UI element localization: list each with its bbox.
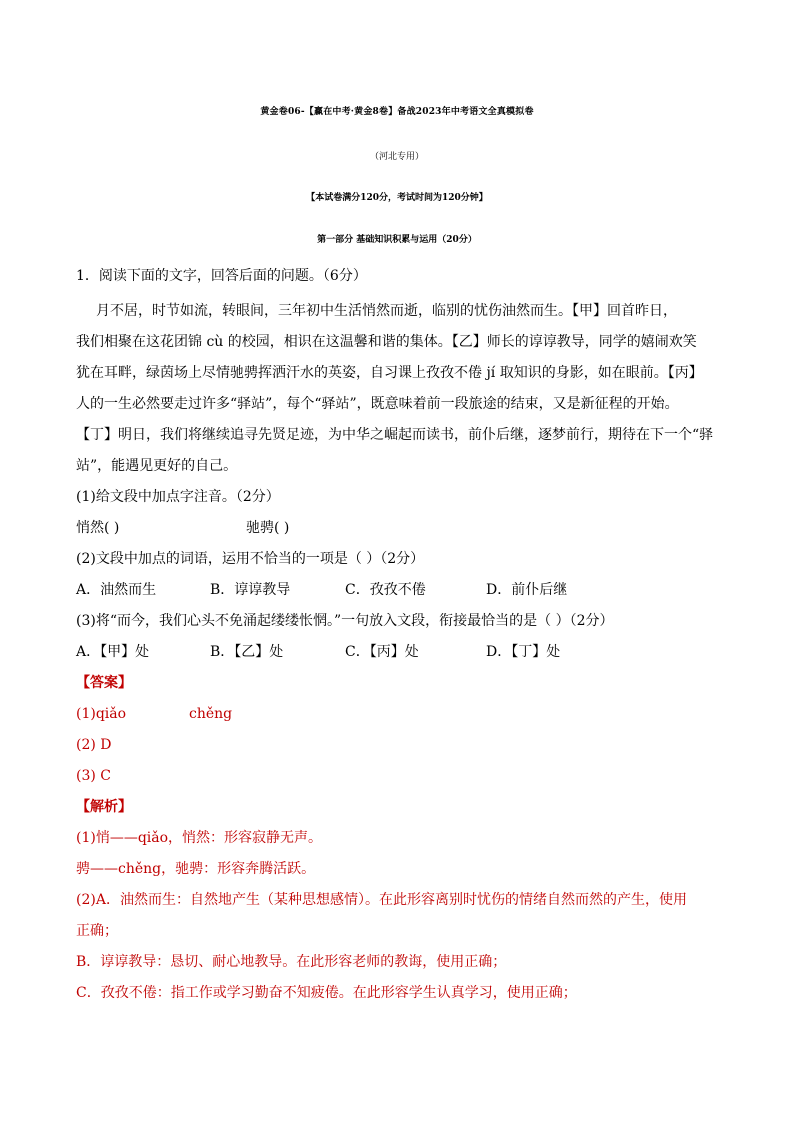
question-stem: 1．阅读下面的文字，回答后面的问题。（6分）	[76, 268, 367, 284]
passage-line-1: 月不居，时节如流，转眼间，三年初中生活悄然而逝，临别的忧伤油然而生。【甲】回首昨日，	[96, 303, 677, 319]
passage-line-4: 人的一生必然要走过许多“驿站”，每个“驿站”，既意味着前一段旅途的结束，又是新征程的开始。	[76, 396, 679, 412]
analysis-heading: 【解析】	[76, 799, 132, 815]
option-b[interactable]: B．谆谆教导	[210, 582, 291, 598]
section-title: 第一部分 基础知识积累与运用（20分）	[317, 235, 477, 245]
option-a[interactable]: A．油然而生	[76, 582, 157, 598]
passage-line-3: 犹在耳畔，绿茵场上尽情驰骋挥洒汗水的英姿，自习课上孜孜不倦 jí 取知识的身影，如在眼前。【丙】	[76, 365, 703, 381]
blank-qiaoran[interactable]: 悄然( )	[76, 520, 120, 536]
option-d[interactable]: D．【丁】处	[486, 644, 561, 660]
option-c[interactable]: C．【丙】处	[345, 644, 419, 660]
answer-1-second: chěng	[189, 706, 233, 722]
analysis-line-3: (2)A．油然而生：自然地产生（某种思想感情）。在此形容离别时忧伤的情绪自然而然的产生，使用	[76, 892, 687, 908]
option-d[interactable]: D．前仆后继	[486, 582, 568, 598]
analysis-line-6: C．孜孜不倦：指工作或学习勤奋不知疲倦。在此形容学生认真学习，使用正确；	[76, 985, 577, 1001]
sub-question-1: (1)给文段中加点字注音。（2分）	[76, 489, 280, 505]
sub-question-3: (3)将“而今，我们心头不免涌起缕缕怅惘。”一句放入文段，衔接最恰当的是（ ）（2分）	[76, 613, 614, 629]
answer-heading: 【答案】	[76, 675, 132, 691]
answer-2: (2) D	[76, 737, 112, 753]
option-b[interactable]: B．【乙】处	[210, 644, 284, 660]
option-a[interactable]: A．【甲】处	[76, 644, 150, 660]
analysis-line-1: (1)悄——qiǎo，悄然：形容寂静无声。	[76, 830, 323, 846]
passage-line-5: 【丁】明日，我们将继续追寻先贤足迹，为中华之崛起而读书，前仆后继，逐梦前行，期待在下一个“驿	[76, 427, 714, 443]
option-c[interactable]: C．孜孜不倦	[345, 582, 426, 598]
answer-1: (1)qiǎo	[76, 706, 127, 722]
analysis-line-5: B．谆谆教导：恳切、耐心地教导。在此形容老师的教诲，使用正确；	[76, 954, 507, 970]
exam-info: 【本试卷满分120分，考试时间为120分钟】	[306, 193, 488, 203]
passage-line-2: 我们相聚在这花团锦 cù 的校园，相识在这温馨和谐的集体。【乙】师长的谆谆教导，同学的嬉闹欢笑	[76, 334, 697, 350]
analysis-line-4: 正确；	[76, 923, 118, 939]
passage-line-6: 站”，能遇见更好的自己。	[76, 458, 238, 474]
analysis-line-2: 骋——chěng，驰骋：形容奔腾活跃。	[76, 861, 316, 877]
blank-chicheng[interactable]: 驰骋( )	[246, 520, 290, 536]
answer-3: (3) C	[76, 768, 111, 784]
sub-question-2: (2)文段中加点的词语，运用不恰当的一项是（ ）（2分）	[76, 551, 425, 567]
document-title: 黄金卷06-【赢在中考·黄金8卷】备战2023年中考语文全真模拟卷	[260, 107, 534, 117]
document-subtitle: （河北专用）	[369, 152, 424, 162]
